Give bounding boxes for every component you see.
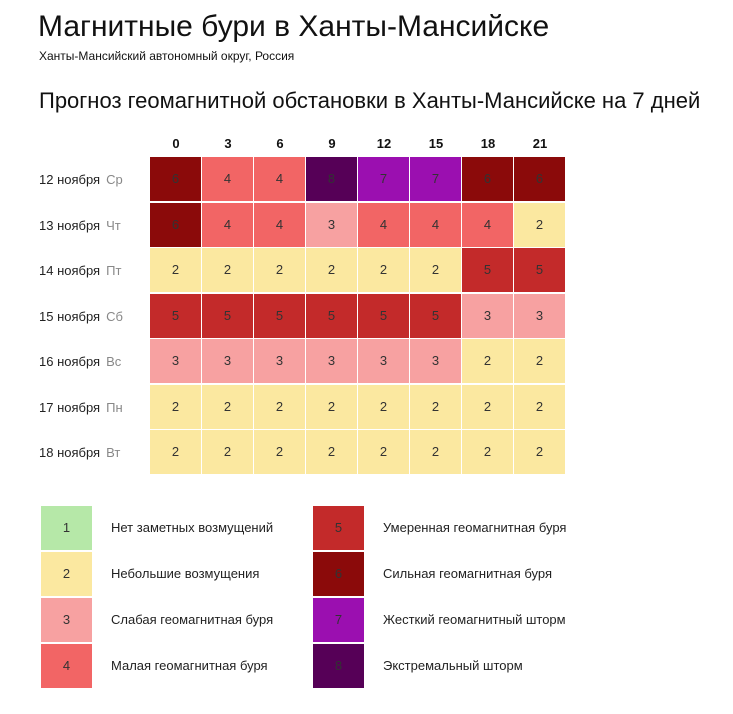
legend-label: Малая геомагнитная буря: [111, 658, 268, 673]
legend-swatch: 3: [41, 598, 92, 642]
heatmap-cell: 4: [462, 203, 513, 247]
heatmap-cell: 3: [462, 294, 513, 338]
day-date: 15 ноября: [39, 308, 101, 324]
heatmap-cell: 4: [358, 203, 409, 247]
heatmap-cell: 2: [306, 430, 357, 474]
hour-label: 3: [224, 136, 232, 151]
forecast-heatmap: [150, 157, 566, 476]
day-date: 16 ноября: [39, 354, 101, 369]
heatmap-cell: 2: [150, 385, 201, 429]
heatmap-cell: 2: [306, 385, 357, 429]
heatmap-cell: 2: [410, 248, 461, 292]
legend-swatch: 6: [313, 552, 364, 596]
heatmap-cell: 2: [202, 248, 253, 292]
day-date: 18 ноября: [39, 445, 101, 460]
heatmap-cell: 2: [462, 339, 513, 383]
day-weekday: Вс: [106, 354, 122, 369]
day-date: 14 ноября: [39, 263, 101, 278]
legend-label: Умеренная геомагнитная буря: [383, 520, 567, 535]
day-date: 13 ноября: [39, 217, 101, 233]
heatmap-cell: 3: [202, 339, 253, 383]
heatmap-cell: 2: [358, 248, 409, 292]
hour-label: 12: [376, 136, 392, 151]
heatmap-cell: 5: [306, 294, 357, 338]
heatmap-cell: 2: [514, 430, 565, 474]
legend-label: Нет заметных возмущений: [111, 520, 274, 535]
forecast-title: Прогноз геомагнитной обстановки в Ханты-Мансийске на 7 дней: [39, 88, 701, 113]
day-weekday: Сб: [106, 308, 123, 324]
heatmap-cell: 2: [202, 430, 253, 474]
heatmap-cell: 2: [514, 385, 565, 429]
heatmap-cell: 7: [358, 157, 409, 201]
heatmap-cell: 2: [358, 385, 409, 429]
heatmap-cell: 5: [254, 294, 305, 338]
day-date: 17 ноября: [39, 399, 101, 415]
heatmap-cell: 6: [150, 157, 201, 201]
heatmap-cell: 4: [254, 157, 305, 201]
heatmap-cell: 3: [306, 203, 357, 247]
hour-axis: [150, 136, 566, 154]
heatmap-cell: 4: [202, 157, 253, 201]
legend-swatch: 7: [313, 598, 364, 642]
day-label: [39, 157, 149, 202]
page-subtitle: Ханты-Мансийский автономный округ, Россия: [39, 49, 295, 63]
day-label: [39, 203, 149, 248]
day-date: 12 ноября: [39, 172, 101, 187]
heatmap-cell: 5: [410, 294, 461, 338]
heatmap-cell: 2: [410, 430, 461, 474]
legend-swatch: 1: [41, 506, 92, 550]
day-label: [39, 248, 149, 293]
heatmap-cell: 2: [306, 248, 357, 292]
heatmap-cell: 7: [410, 157, 461, 201]
legend-swatch: 8: [313, 644, 364, 688]
page-title: Магнитные бури в Ханты-Мансийске: [38, 10, 550, 43]
heatmap-cell: 2: [254, 430, 305, 474]
heatmap-cell: 5: [358, 294, 409, 338]
heatmap-cell: 3: [150, 339, 201, 383]
day-label: [39, 430, 149, 475]
day-label: [39, 385, 149, 430]
day-weekday: Пт: [106, 263, 122, 278]
heatmap-cell: 8: [306, 157, 357, 201]
heatmap-cell: 5: [150, 294, 201, 338]
heatmap-cell: 2: [254, 248, 305, 292]
heatmap-cell: 3: [410, 339, 461, 383]
heatmap-cell: 3: [514, 294, 565, 338]
hour-label: 21: [532, 136, 548, 151]
heatmap-cell: 6: [514, 157, 565, 201]
heatmap-cell: 5: [514, 248, 565, 292]
heatmap-cell: 6: [462, 157, 513, 201]
heatmap-cell: 2: [150, 248, 201, 292]
heatmap-cell: 2: [462, 385, 513, 429]
heatmap-cell: 3: [254, 339, 305, 383]
heatmap-cell: 3: [306, 339, 357, 383]
heatmap-cell: 3: [358, 339, 409, 383]
day-weekday: Ср: [106, 172, 123, 187]
hour-label: 9: [328, 136, 336, 151]
heatmap-cell: 4: [410, 203, 461, 247]
day-label: [39, 294, 149, 339]
heatmap-cell: 4: [254, 203, 305, 247]
heatmap-cell: 2: [410, 385, 461, 429]
hour-label: 6: [276, 136, 284, 151]
day-weekday: Вт: [106, 445, 121, 460]
heatmap-cell: 5: [462, 248, 513, 292]
legend-swatch: 5: [313, 506, 364, 550]
heatmap-cell: 2: [514, 203, 565, 247]
legend-swatch: 2: [41, 552, 92, 596]
legend-swatch: 4: [41, 644, 92, 688]
hour-label: 15: [428, 136, 444, 151]
legend-label: Жесткий геомагнитный шторм: [383, 612, 566, 627]
day-weekday: Чт: [106, 217, 121, 233]
heatmap-cell: 2: [358, 430, 409, 474]
heatmap-cell: 2: [150, 430, 201, 474]
heatmap-cell: 2: [514, 339, 565, 383]
hour-label: 0: [172, 136, 180, 151]
heatmap-cell: 2: [254, 385, 305, 429]
heatmap-cell: 2: [202, 385, 253, 429]
hour-label: 18: [480, 136, 496, 151]
day-weekday: Пн: [106, 399, 123, 415]
legend-label: Экстремальный шторм: [383, 658, 523, 673]
heatmap-cell: 2: [462, 430, 513, 474]
heatmap-cell: 6: [150, 203, 201, 247]
heatmap-cell: 5: [202, 294, 253, 338]
heatmap-cell: 4: [202, 203, 253, 247]
legend-label: Слабая геомагнитная буря: [111, 612, 274, 627]
legend-label: Сильная геомагнитная буря: [383, 566, 552, 581]
legend-label: Небольшие возмущения: [111, 566, 260, 581]
day-label: [39, 339, 149, 384]
